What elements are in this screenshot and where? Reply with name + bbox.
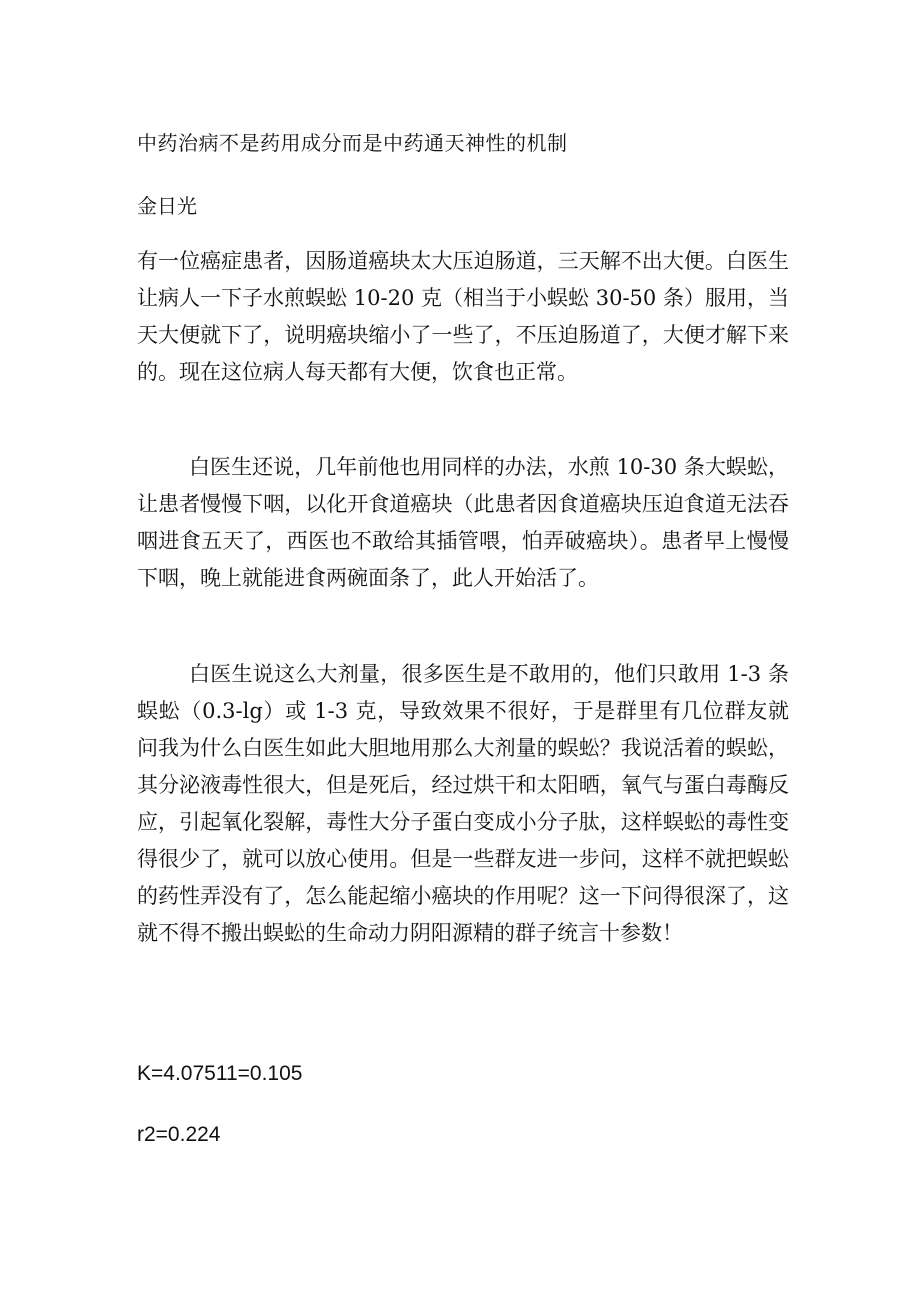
paragraph-2: 白医生还说，几年前他也用同样的办法，水煎 10-30 条大蜈蚣，让患者慢慢下咽，以化开食道癌块（此患者因食道癌块压迫食道无法吞咽进食五天了，西医也不敢给其插管喂，怕弄破癌块）。患者早上慢慢下咽，晚上就能进食两碗面条了，此人开始活了。 [137, 455, 789, 590]
paragraph-1: 有一位癌症患者，因肠道癌块太大压迫肠道，三天解不出大便。白医生让病人一下子水煎蜈蚣 10-20 克（相当于小蜈蚣 30-50 条）服用，当天大便就下了，说明癌块缩小了一些了，不压迫肠道了，大便才解下来的。现在这位病人每天都有大便，饮食也正常。 [137, 249, 789, 384]
formula-k: K=4.07511=0.105 [137, 1062, 303, 1085]
document-title: 中药治病不是药用成分而是中药通天神性的机制 [137, 131, 568, 155]
author-name: 金日光 [137, 194, 197, 218]
formula-r2: r2=0.224 [137, 1123, 221, 1146]
paragraph-3: 白医生说这么大剂量，很多医生是不敢用的，他们只敢用 1-3 条蜈蚣（0.3-lg）或 1-3 克，导致效果不很好，于是群里有几位群友就问我为什么白医生如此大胆地用那么大剂量的蜈蚣？我说活着的蜈蚣，其分泌液毒性很大，但是死后，经过烘干和太阳晒，氧气与蛋白毒酶反应，引起氧化裂解，毒性大分子蛋白变成小分子肽，这样蜈蚣的毒性变得很少了，就可以放心使用。但是一些群友进一步问，这样不就把蜈蚣的药性弄没有了，怎么能起缩小癌块的作用呢？这一下问得很深了，这就不得不搬出蜈蚣的生命动力阴阳源精的群子统言十参数！ [137, 662, 789, 945]
